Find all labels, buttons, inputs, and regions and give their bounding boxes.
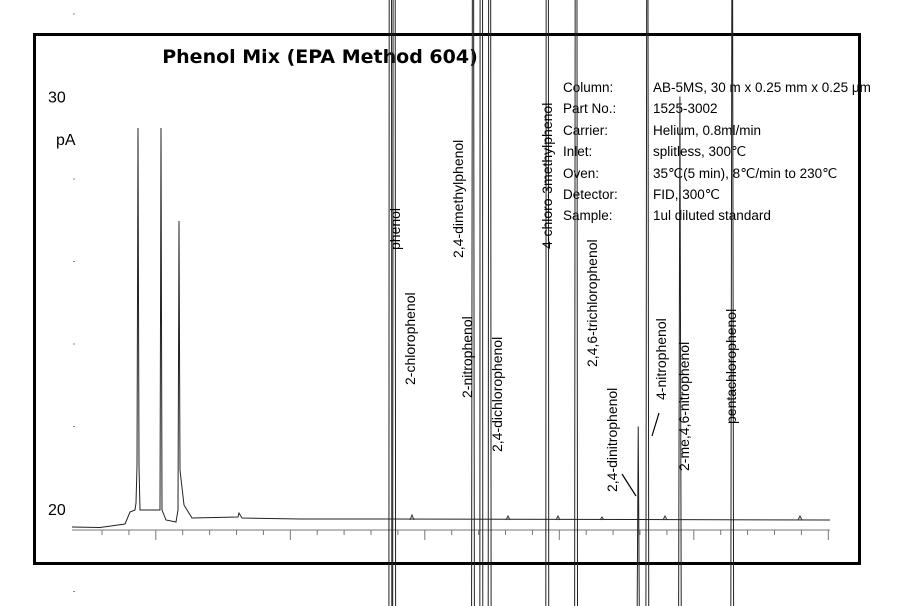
peak-label: 2,4,6-trichlorophenol — [584, 239, 600, 367]
info-key: Part No.: — [563, 101, 617, 117]
info-value: 35℃(5 min), 8℃/min to 230℃ — [653, 165, 838, 181]
y-minor-ticks — [73, 0, 75, 606]
info-value: Helium, 0.8ml/min — [653, 122, 762, 138]
info-key: Sample: — [563, 208, 613, 224]
info-key: Inlet: — [563, 144, 593, 160]
trace-solvent — [72, 128, 388, 528]
peak-label: phenol — [387, 207, 403, 250]
peak-label: 2,4-dinitrophenol — [604, 387, 620, 492]
y-axis-label: pA — [56, 132, 76, 149]
peak — [488, 0, 491, 606]
peak-label: 2-me,4,6-nitrophenol — [676, 341, 692, 471]
x-axis — [72, 530, 830, 540]
peak-label: 4-chloro-3methylphenol — [539, 102, 555, 249]
trace — [72, 0, 830, 606]
info-value: FID, 300℃ — [653, 187, 720, 203]
y-ticks — [48, 0, 75, 519]
peak-label: 2,4-dichlorophenol — [489, 336, 505, 452]
minor-bump — [798, 516, 802, 520]
leader-line — [622, 474, 636, 496]
info-value: 1525-3002 — [653, 101, 718, 117]
peak-label: 2-chlorophenol — [402, 292, 418, 385]
peak-label: 2,4-dimethylphenol — [450, 139, 466, 258]
peak — [393, 0, 396, 606]
y-tick-label: 30 — [48, 89, 66, 107]
peak — [471, 0, 474, 606]
peak-label: 2-nitrophenol — [459, 316, 475, 398]
peak — [637, 427, 640, 606]
info-key: Oven: — [563, 165, 600, 181]
info-value: 1ul diluted standard — [653, 208, 771, 224]
info-key: Column: — [563, 80, 614, 95]
info-value: splitless, 300℃ — [653, 144, 747, 160]
peak — [389, 0, 392, 606]
peak — [546, 0, 549, 606]
info-key: Carrier: — [563, 122, 609, 138]
peak — [575, 0, 578, 606]
info-key: Detector: — [563, 187, 618, 203]
peak — [731, 0, 734, 606]
y-tick-label: 20 — [48, 502, 66, 519]
peak — [646, 0, 649, 606]
peak — [480, 0, 483, 606]
leader-line — [652, 413, 659, 436]
peak-labels — [387, 103, 739, 496]
trace-baseline — [388, 519, 830, 520]
peak-label: pentachlorophenol — [723, 308, 739, 424]
peak-label: 4-nitrophenol — [653, 318, 669, 400]
chart-title: Phenol Mix (EPA Method 604) — [162, 46, 478, 68]
info-value: AB-5MS, 30 m x 0.25 mm x 0.25 μm — [653, 80, 871, 95]
